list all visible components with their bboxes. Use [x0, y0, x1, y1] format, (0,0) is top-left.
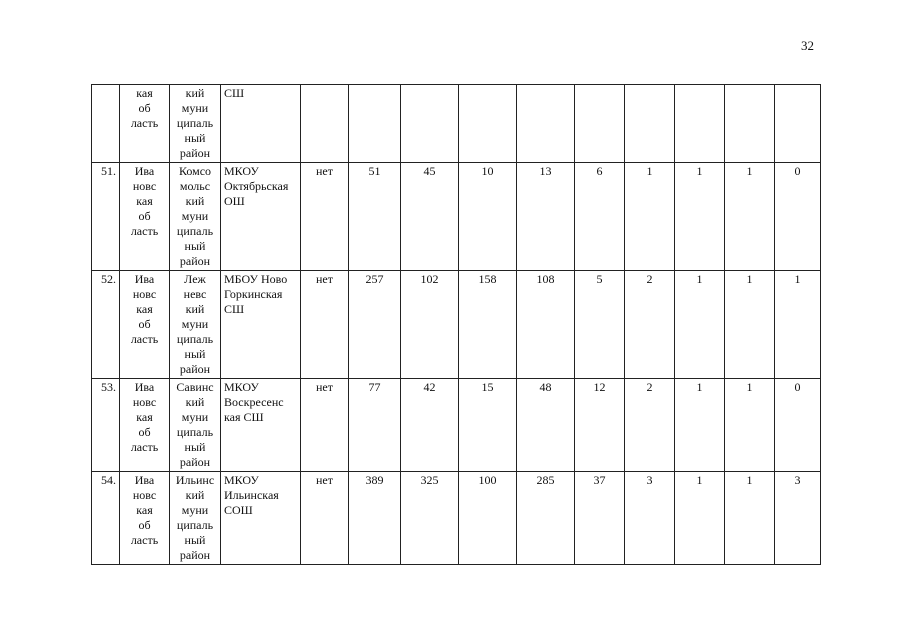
cell-line: район	[179, 362, 211, 376]
cell-line: Савинс	[176, 380, 214, 394]
cell-line: кий	[185, 488, 205, 502]
cell-line: СШ	[224, 86, 245, 100]
district-cell	[170, 271, 221, 379]
cell-line: Воскресенс	[224, 395, 284, 409]
district-cell	[170, 472, 221, 565]
cell-line: кая	[136, 194, 153, 208]
cell-line: муни	[181, 101, 209, 115]
value-cell: 37	[575, 472, 625, 565]
value-cell: 1	[675, 163, 725, 271]
row-number: 54.	[92, 472, 120, 565]
school-cell	[221, 163, 301, 271]
cell-line: Леж	[184, 272, 206, 286]
school-cell	[221, 472, 301, 565]
cell-line: ОШ	[224, 194, 245, 208]
cell-line: муни	[181, 209, 209, 223]
value-cell: 48	[517, 379, 575, 472]
value-cell: 1	[725, 379, 775, 472]
value-cell: 2	[625, 379, 675, 472]
value-cell: 1	[725, 271, 775, 379]
value-cell: 257	[349, 271, 401, 379]
value-cell	[625, 85, 675, 163]
table-row	[92, 379, 821, 472]
cell-line: ципаль	[176, 116, 214, 130]
cell-line: ласть	[130, 533, 159, 547]
cell-line: новс	[132, 287, 157, 301]
value-cell	[459, 85, 517, 163]
value-cell: 3	[775, 472, 821, 565]
cell-line: кая СШ	[224, 410, 264, 424]
value-cell: 15	[459, 379, 517, 472]
cell-line: Горкинская	[224, 287, 283, 301]
cell-line: кий	[185, 86, 205, 100]
value-cell	[725, 85, 775, 163]
cell-line: ласть	[130, 332, 159, 346]
cell-line: район	[179, 146, 211, 160]
region-cell	[120, 379, 170, 472]
value-cell: 1	[625, 163, 675, 271]
value-cell	[775, 85, 821, 163]
value-cell: 158	[459, 271, 517, 379]
flag-cell: нет	[301, 379, 349, 472]
cell-line: ный	[184, 239, 206, 253]
value-cell	[675, 85, 725, 163]
cell-line: кая	[136, 86, 153, 100]
flag-cell: нет	[301, 163, 349, 271]
region-cell	[120, 271, 170, 379]
district-cell	[170, 85, 221, 163]
cell-line: Ива	[134, 164, 155, 178]
cell-line: об	[138, 317, 151, 331]
cell-line: Ива	[134, 272, 155, 286]
table-row	[92, 472, 821, 565]
cell-line: район	[179, 254, 211, 268]
cell-line: МКОУ	[224, 380, 259, 394]
table-row	[92, 163, 821, 271]
cell-line: новс	[132, 488, 157, 502]
cell-line: ципаль	[176, 425, 214, 439]
cell-line: МКОУ	[224, 473, 259, 487]
cell-line: ласть	[130, 440, 159, 454]
value-cell: 100	[459, 472, 517, 565]
cell-line: район	[179, 455, 211, 469]
region-cell	[120, 85, 170, 163]
value-cell: 0	[775, 163, 821, 271]
value-cell: 6	[575, 163, 625, 271]
value-cell: 51	[349, 163, 401, 271]
cell-line: район	[179, 548, 211, 562]
cell-line: Ива	[134, 380, 155, 394]
value-cell: 1	[725, 472, 775, 565]
cell-line: муни	[181, 410, 209, 424]
cell-line: ный	[184, 533, 206, 547]
value-cell: 10	[459, 163, 517, 271]
value-cell	[575, 85, 625, 163]
school-cell	[221, 85, 301, 163]
row-number: 53.	[92, 379, 120, 472]
cell-line: муни	[181, 503, 209, 517]
cell-line: СОШ	[224, 503, 253, 517]
cell-line: новс	[132, 179, 157, 193]
cell-line: ный	[184, 440, 206, 454]
value-cell: 13	[517, 163, 575, 271]
region-cell	[120, 472, 170, 565]
table-row	[92, 85, 821, 163]
school-cell	[221, 271, 301, 379]
cell-line: Ива	[134, 473, 155, 487]
district-cell	[170, 163, 221, 271]
value-cell: 325	[401, 472, 459, 565]
cell-line: об	[138, 518, 151, 532]
table-row	[92, 271, 821, 379]
cell-line: кий	[185, 194, 205, 208]
region-cell	[120, 163, 170, 271]
value-cell: 0	[775, 379, 821, 472]
cell-line: ный	[184, 131, 206, 145]
flag-cell	[301, 85, 349, 163]
value-cell: 45	[401, 163, 459, 271]
page-number: 32	[801, 38, 814, 53]
cell-line: об	[138, 425, 151, 439]
cell-line: ласть	[130, 224, 159, 238]
value-cell: 102	[401, 271, 459, 379]
value-cell: 1	[675, 271, 725, 379]
flag-cell: нет	[301, 271, 349, 379]
cell-line: муни	[181, 317, 209, 331]
value-cell	[349, 85, 401, 163]
cell-line: об	[138, 101, 151, 115]
district-cell	[170, 379, 221, 472]
cell-line: МКОУ	[224, 164, 259, 178]
row-number	[92, 85, 120, 163]
schools-table	[91, 84, 821, 565]
cell-line: Ильинс	[175, 473, 215, 487]
row-number: 51.	[92, 163, 120, 271]
cell-line: СШ	[224, 302, 245, 316]
value-cell: 285	[517, 472, 575, 565]
value-cell	[517, 85, 575, 163]
value-cell: 42	[401, 379, 459, 472]
value-cell: 2	[625, 271, 675, 379]
cell-line: кий	[185, 395, 205, 409]
value-cell: 12	[575, 379, 625, 472]
cell-line: ласть	[130, 116, 159, 130]
value-cell: 1	[675, 472, 725, 565]
cell-line: ципаль	[176, 332, 214, 346]
cell-line: ципаль	[176, 518, 214, 532]
flag-cell: нет	[301, 472, 349, 565]
cell-line: МБОУ Ново	[224, 272, 288, 286]
cell-line: кая	[136, 503, 153, 517]
row-number: 52.	[92, 271, 120, 379]
cell-line: кая	[136, 410, 153, 424]
cell-line: кая	[136, 302, 153, 316]
cell-line: ный	[184, 347, 206, 361]
value-cell: 108	[517, 271, 575, 379]
value-cell: 1	[675, 379, 725, 472]
value-cell: 1	[725, 163, 775, 271]
value-cell: 3	[625, 472, 675, 565]
cell-line: мольс	[179, 179, 211, 193]
school-cell	[221, 379, 301, 472]
cell-line: новс	[132, 395, 157, 409]
value-cell: 77	[349, 379, 401, 472]
cell-line: невс	[183, 287, 207, 301]
cell-line: Ильинская	[224, 488, 279, 502]
value-cell: 1	[775, 271, 821, 379]
cell-line: об	[138, 209, 151, 223]
cell-line: Комсо	[178, 164, 212, 178]
value-cell: 5	[575, 271, 625, 379]
cell-line: ципаль	[176, 224, 214, 238]
value-cell: 389	[349, 472, 401, 565]
value-cell	[401, 85, 459, 163]
cell-line: Октябрьская	[224, 179, 289, 193]
cell-line: кий	[185, 302, 205, 316]
